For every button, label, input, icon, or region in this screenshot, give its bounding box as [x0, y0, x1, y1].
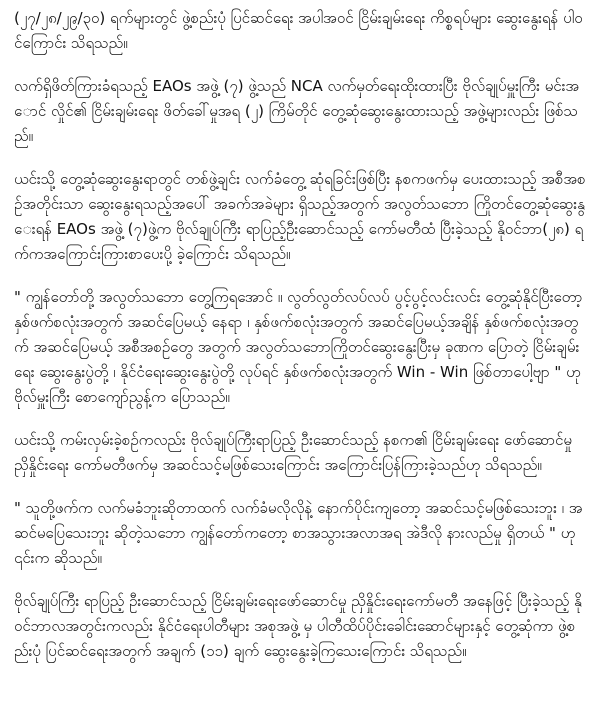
paragraph-4: " ကျွန်တော်တို့ အလွတ်သဘော တွေ့ကြရအောင် ။ လွတ်လွတ်လပ်လပ် ပွင့်ပွင့်လင်းလင်း တွေ့ဆုံနိုင်ပြီးတော့ နှစ်ဖက်စလုံးအတွက် အဆင်ပြေမယ့် နေရာ ၊ နှစ်ဖက်စလုံးအတွက် အဆင်ပြေမယ့်အချိန် နှစ်ဖက်စလုံးအတွက် အဆင်ပြေမယ့် အစီအစဉ်တွေ အတွက် အလွတ်သဘောကြိုတင်ဆွေးနွေးပြီးမှ ခုဏက ပြောတဲ့ ငြိမ်းချမ်းရေး ဆွေးနွေးပွဲတို့ ၊ နိုင်ငံရေးဆွေးနွေးပွဲတို့ လုပ်ရင် နှစ်ဖက်စလုံးအတွက် Win - Win ဖြစ်တာပေါ့ဗျာ " ဟု ဗိုလ်မှူးကြီး စောကျော်ညွန့်က ပြောသည်။ [14, 288, 583, 406]
paragraph-2: လက်ရှိဖိတ်ကြားခံရသည့် EAOs အဖွဲ့ (၇) ဖွဲ့သည် NCA လက်မှတ်ရေးထိုးထားပြီး ဗိုလ်ချုပ်မှူးကြီး မင်းအောင် လှိုင်၏ ငြိမ်းချမ်းရေး ဖိတ်ခေါ်မှုအရ (၂) ကြိမ်တိုင် တွေ့ဆုံဆွေးနွေးထားသည့် အဖွဲ့များလည်း ဖြစ်သည်။ [14, 77, 580, 145]
paragraph-6: " သူတို့ဖက်က လက်မခံဘူးဆိုတာထက် လက်ခံမလိုလိုနဲ့ နောက်ပိုင်းကျတော့ အဆင်သင့်မဖြစ်သေးဘူး ၊ အဆင်မပြေသေးဘူး ဆိုတဲ့သဘော ကျွန်တော်ကတော့ စာအသွားအလာအရ အဲဒီလို နားလည်မှု ရှိတယ် " ဟု ၎င်းက ဆိုသည်။ [14, 499, 583, 567]
paragraph-3: ယင်းသို့ တွေ့ဆုံဆွေးနွေးရာတွင် တစ်ဖွဲ့ချင်း လက်ခံတွေ့ ဆုံရခြင်းဖြစ်ပြီး နစကဖက်မှ ပေးထားသည့် အစီအစဉ်အတိုင်းသာ ဆွေးနွေးရသည့်အပေါ် အခက်အခဲများ ရှိသည့်အတွက် အလွတ်သဘော ကြိုတင်တွေ့ဆုံဆွေးနွေးရန် EAOs အဖွဲ့ (၇)ဖွဲ့က ဗိုလ်ချုပ်ကြီး ရာပြည့်ဦးဆောင်သည့် ကော်မတီထံ ပြီးခဲ့သည့် နိုဝင်ဘာ(၂၈) ရက်ကအကြောင်းကြားစာပေးပို့ ခဲ့ကြောင်း သိရသည်။ [14, 170, 586, 263]
paragraph-5: ယင်းသို့ ကမ်းလှမ်းခဲ့စဉ်ကလည်း ဗိုလ်ချုပ်ကြီးရာပြည့် ဦးဆောင်သည့် နစက၏ ငြိမ်းချမ်းရေး ဖော်ဆောင်မှု ညှိနှိုင်းရေး ကော်မတီဖက်မှ အဆင်သင့်မဖြစ်သေးကြောင်း အကြောင်းပြန်ကြားခဲ့သည်ဟု သိရသည်။ [14, 431, 572, 474]
paragraph-7: ဗိုလ်ချုပ်ကြီး ရာပြည့် ဦးဆောင်သည့် ငြိမ်းချမ်းရေးဖော်ဆောင်မှု ညှိနှိုင်းရေးကော်မတီ အနေဖြင့် ပြီးခဲ့သည့် နိုဝင်ဘာလအတွင်းကလည်း နိုင်ငံရေးပါတီများ အစုအဖွဲ့ မှ ပါတီထိပ်ပိုင်းခေါင်းဆောင်များနှင့် တွေ့ဆုံကာ ဖွဲ့စည်းပုံ ပြင်ဆင်ရေးအတွက် အချက် (၁၁) ချက် ဆွေးနွေးခဲ့ကြသေးကြောင်း သိရသည်။ [14, 592, 582, 660]
paragraph-1: (၂၇/၂၈/၂၉/၃၀) ရက်များတွင် ဖွဲ့စည်းပုံ ပြင်ဆင်ရေး အပါအဝင် ငြိမ်းချမ်းရေး ကိစ္စရပ်များ ဆွေးနွေးရန် ပါဝင်ကြောင်း သိရသည်။ [14, 9, 583, 52]
